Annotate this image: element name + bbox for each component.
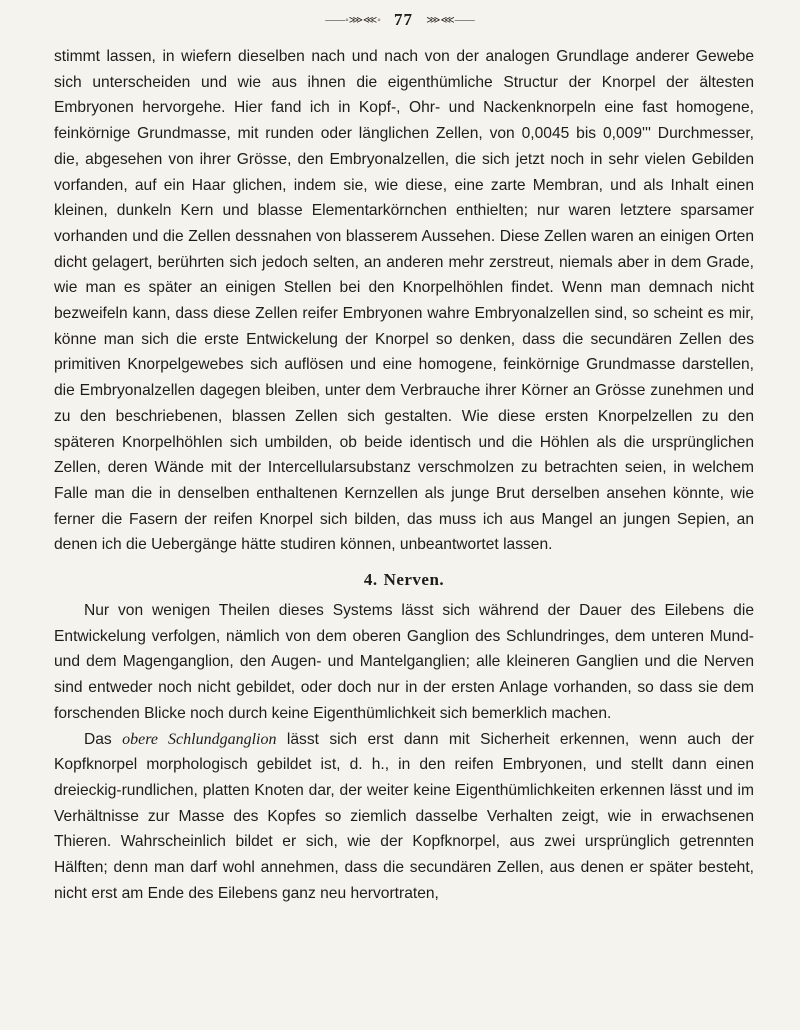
header-ornament-left: ——◦⋙⋘◦ bbox=[325, 15, 381, 27]
body-text bbox=[54, 44, 754, 907]
section-heading bbox=[54, 566, 754, 594]
header-ornament-right: ⋙⋘—— bbox=[426, 15, 475, 27]
paragraph-upper-ganglion bbox=[54, 727, 754, 907]
paragraph-2-rest: lässt sich erst dann mit Sicherheit erkennen, wenn auch der Kopfknorpel morphologisch gebildet ist, d. h., in den reifen Embryonen, und stellt dann einen dreieckig-rundlichen, platten Knoten dar, der weiter keine Eigenthümlichkeiten erkennen lässt und im Verhältnisse zur Masse des Kopfes so ziemlich dasselbe Verhalten zeigt, wie in erwachsenen Thieren. Wahrscheinlich bildet er sich, wie der Kopfknorpel, aus zwei ursprünglich getrennten Hälften; denn man darf wohl annehmen, dass die secundären Zellen, aus denen er später besteht, nicht erst am Ende des Eilebens ganz neu hervortraten, bbox=[54, 730, 755, 902]
page-number: 77 bbox=[394, 10, 414, 29]
paragraph-nerves-intro: Nur von wenigen Theilen dieses Systems lässt sich während der Dauer des Eilebens die Entwickelung verfolgen, nämlich von dem oberen Ganglion des Schlundringes, dem unteren Mund- und dem Magenganglion, den Augen- und Mantelganglien; alle kleineren Ganglien und die Nerven sind entweder noch nicht gebildet, oder doch nur in der ersten Anlage vorhanden, so dass sie dem forschenden Blicke noch durch keine Eigenthümlichkeit sich bemerklich machen. bbox=[54, 602, 754, 722]
paragraph-2-start: Das bbox=[84, 730, 112, 748]
term-obere-schlundganglion: obere Schlundganglion bbox=[122, 730, 277, 748]
section-title: Nerven. bbox=[383, 570, 445, 590]
page-header bbox=[0, 10, 800, 31]
paragraph-cartilage-continued: stimmt lassen, in wiefern dieselben nach und nach von der analogen Grundlage anderer Gewebe sich unterscheiden und wie aus ihnen die eigenthümliche Structur der Knorpel der ältesten Embryonen hervorgehe. Hier fand ich in Kopf-, Ohr- und Nackenknorpeln eine fast homogene, feinkörnige Grundmasse, mit runden oder länglichen Zellen, von 0,0045 bis 0,009''' Durchmesser, die, abgesehen von ihrer Grösse, den Embryonalzellen, die sich jetzt noch in sehr vielen Gebilden vorfanden, auf ein Haar glichen, indem sie, wie diese, eine zarte Membran, und als Inhalt einen kleinen, dunkeln Kern und blasse Elementarkörnchen enthielten; nur waren letztere sparsamer vorhanden und die Zellen dessnahen von blasserem Aussehen. Diese Zellen waren an einigen Orten dicht gelagert, berührten sich jedoch selten, an anderen mehr zerstreut, niemals aber in dem Grade, wie man es später an einigen Stellen bei den Knorpelhöhlen findet. Wenn man demnach nicht bezweifeln kann, dass diese Zellen reifer Embryonen wahre Embryonalzellen sind, so scheint es mir, könne man sich die erste Entwickelung der Knorpel so denken, dass die secundären Zellen des primitiven Knorpelgewebes sich auflösen und eine homogene, feinkörnige Grundmasse darstellen, die Embryonalzellen dagegen bleiben, unter dem Verbrauche ihrer Körner an Grösse zunehmen und zu den beschriebenen, blassen Zellen sich gestalten. Wie diese ersten Knorpelzellen zu den späteren Knorpelhöhlen sich umbilden, ob beide identisch und die Höhlen als die ursprünglichen Zellen, deren Wände mit der Intercellularsubstanz verschmolzen zu betrachten seien, in welchem Falle man die in denselben enthaltenen Kernzellen als junge Brut derselben ansehen könnte, wie ferner die Fasern der reifen Knorpel sich bilden, das muss ich aus Mangel an jungen Sepien, an denen ich die Uebergänge hätte studiren können, unbeantwortet lassen. bbox=[54, 48, 754, 554]
section-number: 4. bbox=[363, 570, 378, 590]
